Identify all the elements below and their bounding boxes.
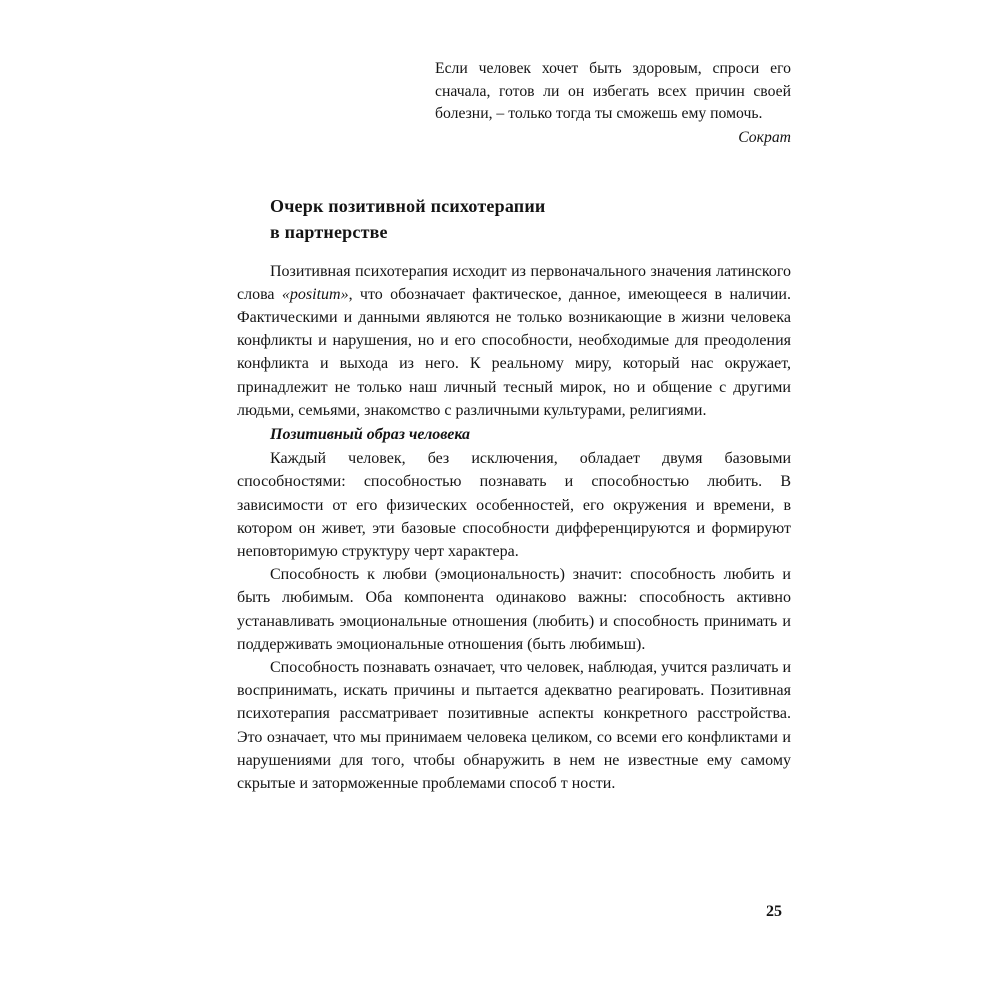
latin-term: «positum» [281,285,349,303]
page-number: 25 [766,903,782,920]
chapter-title-line2: в партнерстве [270,221,388,242]
epigraph-attribution: Сократ [738,128,791,146]
paragraph [237,656,791,795]
paragraph-text: Позитивный образ человека [270,425,471,443]
paragraph-text: Способность к любви (эмоциональность) значит: способность любить и быть любимым. Оба компонента одинаково важны: способность активно устанавливать эмоциональные отношения (любить) и способность принимать и поддерживать эмоциональные отношения (быть любимьш). [237,566,791,653]
paragraph-text: , что обозначает фактическое, данное, имеющееся в наличии. Фактическими и данными являются не только возникающие в жизни человека конфликты и нарушения, но и его способности, необходимые для преодоления конфликта и выхода из него. К реальному миру, который нас окружает, принадлежит не только наш личный тесный мирок, но и общение с другими людьми, семьями, знакомство с различными культурами, религиями. [237,285,791,419]
section-subheading [270,423,791,446]
body-text [237,260,791,796]
paragraph-text: Позитивная психотерапия исходит из первоначального значения латинского слова [237,262,791,303]
chapter-title-line1: Очерк позитивной психотерапии [270,195,546,216]
paragraph [237,563,791,656]
chapter-title [270,193,791,245]
paragraph-text: Каждый человек, без исключения, обладает двумя базовыми способностями: способностью познавать и способностью любить. В зависимости от его физических особенностей, его окружения и времени, в котором он живет, эти базовые способности дифференцируются и формируют неповторимую структуру черт характера. [237,450,791,560]
paragraph [237,447,791,563]
paragraph [237,260,791,422]
epigraph-text: Если человек хочет быть здоровым, спроси его сначала, готов ли он избегать всех причин своей болезни, – только тогда ты сможешь ему помочь. [435,60,791,122]
content-column [237,0,791,795]
epigraph [435,58,791,147]
paragraph-text: Способность познавать означает, что человек, наблюдая, учится различать и воспринимать, искать причины и пытается адекватно реагировать. Позитивная психотерапия рассматривает позитивные аспекты конкретного расстройства. Это означает, что мы принимаем человека целиком, со всеми его конфликтами и нарушениями для того, чтобы обнаружить в нем не известные ему самому скрытые и заторможенные проблемами способ т ности. [237,658,791,792]
